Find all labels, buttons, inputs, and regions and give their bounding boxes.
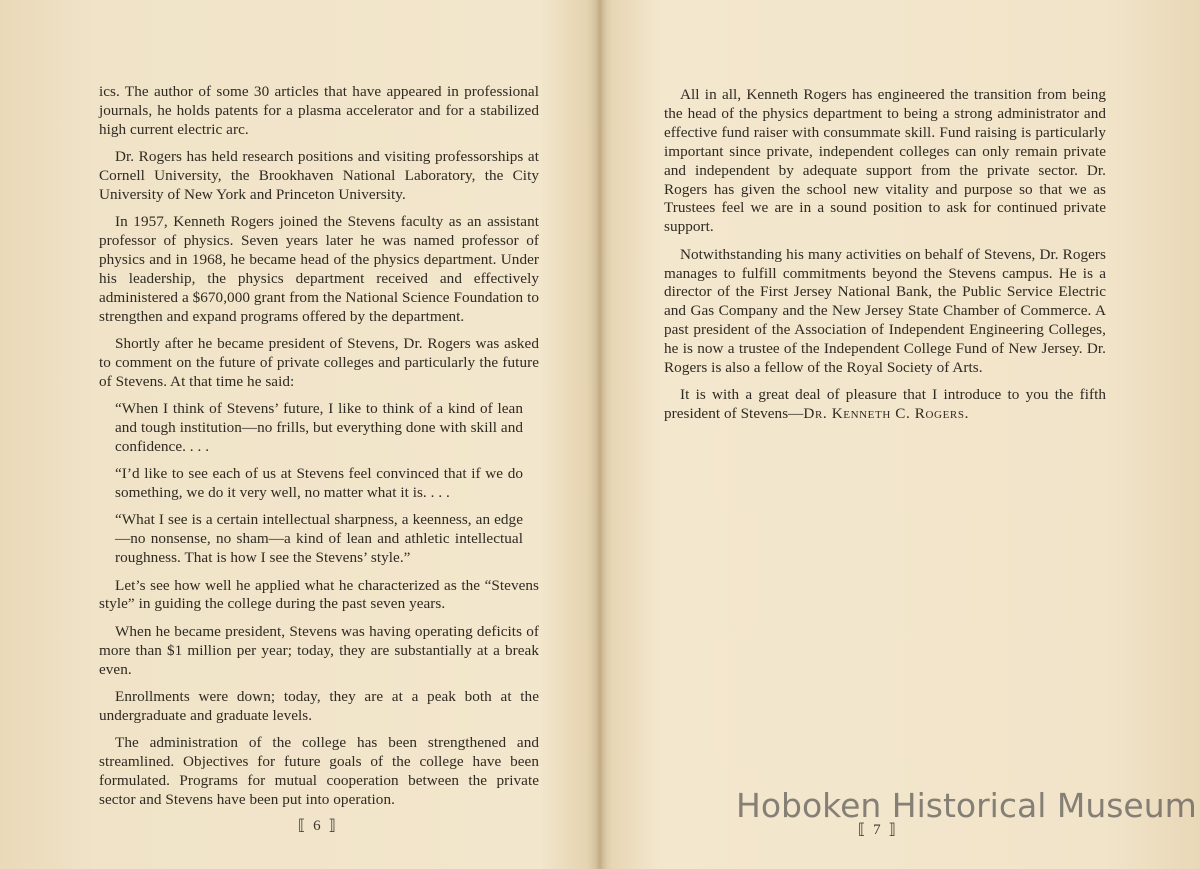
paragraph: Let’s see how well he applied what he characterized as the “Stevens style” in guiding the college during the past seven years. bbox=[99, 576, 539, 613]
page-number-right: ⟦ 7 ⟧ bbox=[858, 822, 898, 838]
paragraph: Shortly after he became president of Stevens, Dr. Rogers was asked to comment on the future of private colleges and particularly the future of Stevens. At that time he said: bbox=[99, 335, 539, 390]
museum-watermark: Hoboken Historical Museum bbox=[736, 786, 1197, 825]
paragraph: Dr. Rogers has held research positions and visiting professorships at Cornell University, the Brookhaven National Laboratory, the City University of New York and Princeton University. bbox=[99, 148, 539, 203]
paragraph: The administration of the college has been strengthened and streamlined. Objectives for future goals of the college have been formulated. Programs for mutual cooperation between the private sector and Stevens have been put into operation. bbox=[99, 734, 539, 808]
paragraph: ics. The author of some 30 articles that have appeared in professional journals, he holds patents for a plasma accelerator and for a stabilized high current electric arc. bbox=[99, 83, 539, 138]
paragraph: In 1957, Kenneth Rogers joined the Stevens faculty as an assistant professor of physics. Seven years later he was named professor of physics and in 1968, he became head of the physics department. Under his leadership, the physics department received and effectively administered a $670,000 grant from the National Science Foundation to strengthen and expand programs offered by the department. bbox=[99, 213, 539, 325]
right-page-text bbox=[664, 86, 1106, 433]
closing-text: It is with a great deal of pleasure that I introduce to you the fifth president of Stevens— bbox=[664, 386, 1106, 423]
paragraph: All in all, Kenneth Rogers has engineered the transition from being the head of the physics department to being a strong administrator and effective fund raiser with consummate skill. Fund raising is particularly important since private, independent colleges can only remain private and independent by adequate support from the private sector. Dr. Rogers has given the school new vitality and purpose so that we as Trustees feel we are in a sound position to ask for continued private support. bbox=[664, 86, 1106, 236]
closing-paragraph bbox=[664, 386, 1106, 424]
page-number-left: ⟦ 6 ⟧ bbox=[298, 818, 338, 834]
paragraph: When he became president, Stevens was having operating deficits of more than $1 million per year; today, they are substantially at a break even. bbox=[99, 622, 539, 678]
quote-paragraph: “What I see is a certain intellectual sharpness, a keenness, an edge—no nonsense, no sham—a kind of lean and athletic intellectual roughness. That is how I see the Stevens’ style.” bbox=[115, 511, 523, 567]
paragraph: Notwithstanding his many activities on behalf of Stevens, Dr. Rogers manages to fulfill commitments beyond the Stevens campus. He is a director of the First Jersey National Bank, the Public Service Electric and Gas Company and the New Jersey State Chamber of Commerce. A past president of the Association of Independent Engineering Colleges, he is now a trustee of the Independent College Fund of New Jersey. Dr. Rogers is also a fellow of the Royal Society of Arts. bbox=[664, 245, 1106, 377]
left-page-text bbox=[99, 83, 539, 818]
quote-paragraph: “When I think of Stevens’ future, I like to think of a kind of lean and tough institution—no frills, but everything done with skill and confidence. . . . bbox=[115, 400, 523, 455]
president-name: Dr. Kenneth C. Rogers. bbox=[803, 405, 969, 423]
paragraph: Enrollments were down; today, they are at a peak both at the undergraduate and graduate levels. bbox=[99, 687, 539, 724]
quote-paragraph: “I’d like to see each of us at Stevens feel convinced that if we do something, we do it very well, no matter what it is. . . . bbox=[115, 465, 523, 502]
